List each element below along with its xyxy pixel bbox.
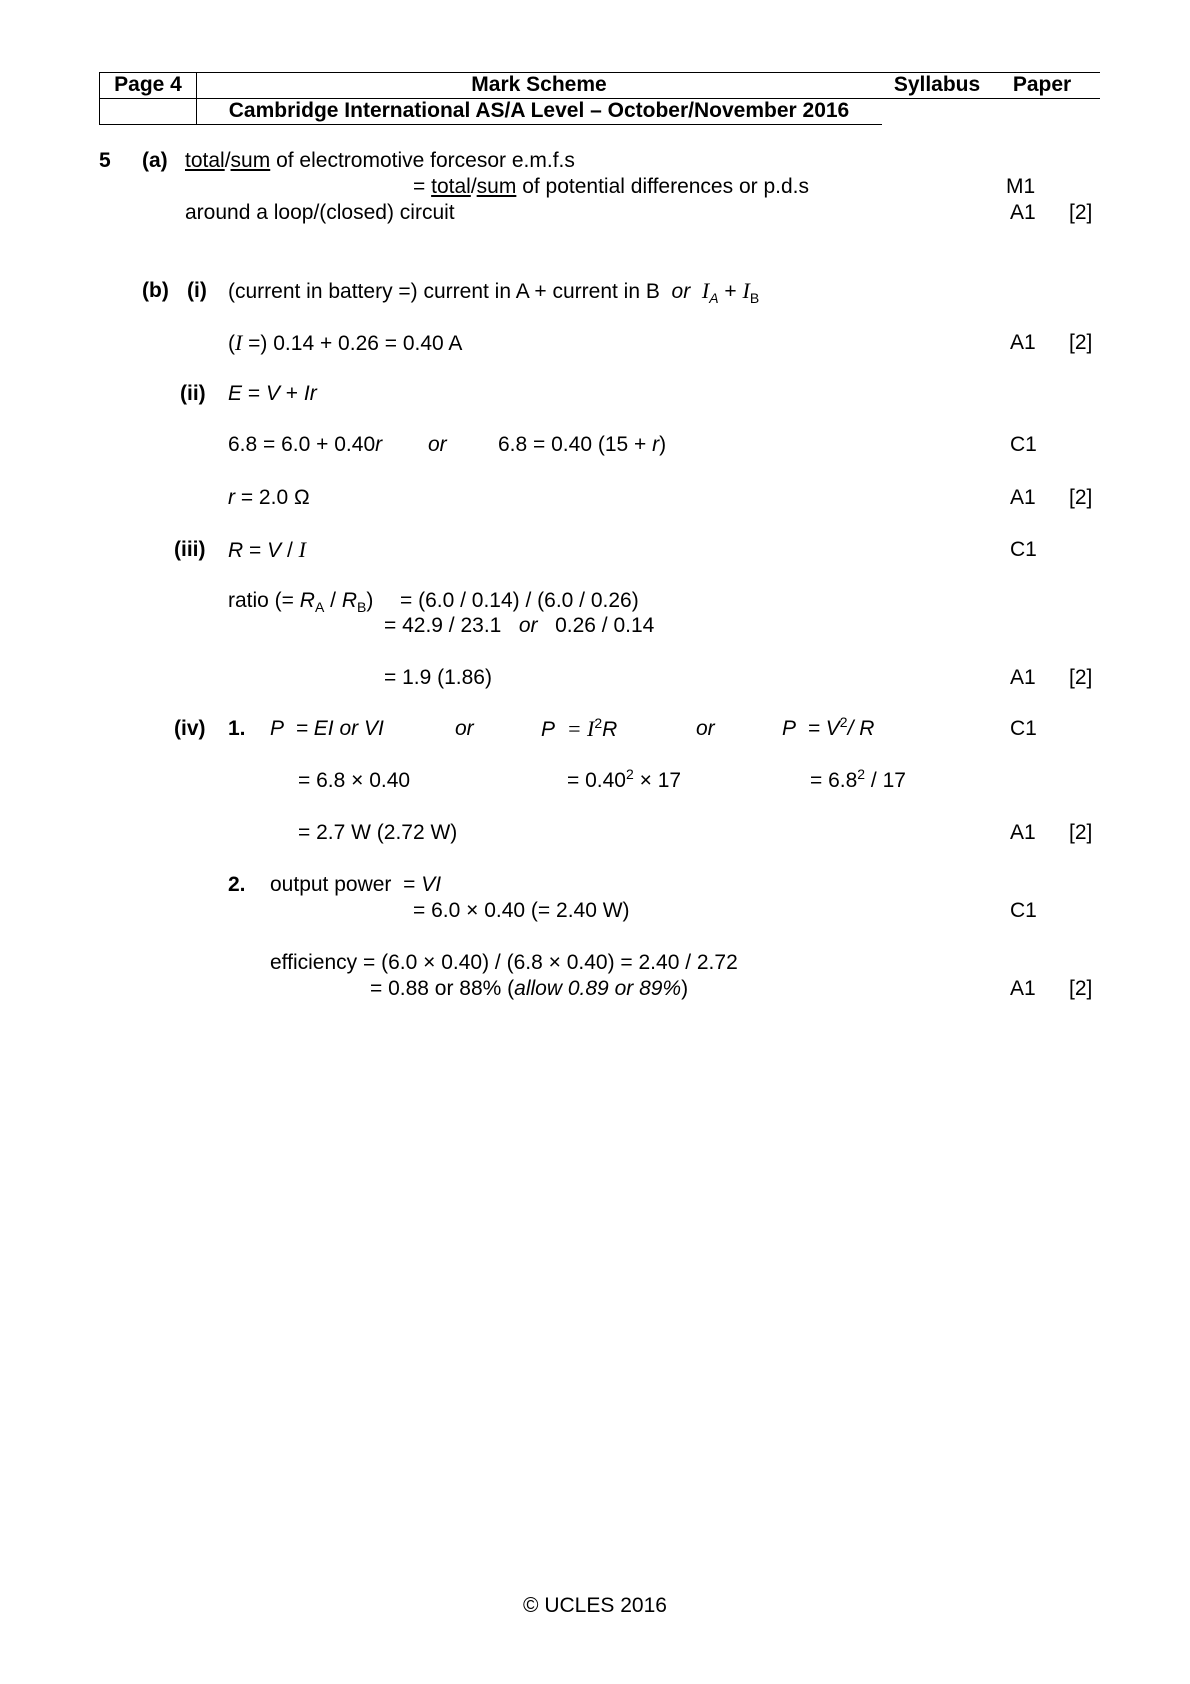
- part-b-i-label: (i): [187, 279, 207, 302]
- part-b-iv-1-calc3: = $6.8^2 / 17$: [810, 766, 906, 792]
- part-b-iv-1-result: = 2.7 W (2.72 W): [298, 821, 458, 844]
- part-b-iv-1-or1: or: [455, 717, 474, 740]
- part-b-iv-1-calc2: = $0.40^2 \times 17$: [567, 766, 682, 792]
- part-b-iii-ratio: ratio (= $R_A / R_B$): [228, 589, 374, 616]
- part-b-i-line2: (I =) 0.14 + 0.26 = 0.40 A: [228, 330, 463, 355]
- part-b-ii-label: (ii): [180, 382, 206, 405]
- part-b-iii-label: (iii): [174, 538, 206, 561]
- header-subtitle: Cambridge International AS/A Level – October/November 2016: [228, 99, 850, 122]
- part-b-ii-mark2: A1: [1010, 486, 1036, 509]
- part-a-line1: total/sum of electromotive forcesor e.m.f.s: [185, 149, 575, 172]
- part-b-ii-line3: r = 2.0 Ω: [228, 486, 310, 509]
- part-b-iv-2-label: 2.: [228, 873, 246, 896]
- header-bottom-border: [99, 124, 882, 125]
- header-paper: Paper: [1012, 73, 1072, 96]
- header-title: Mark Scheme: [471, 73, 607, 96]
- part-b-iii-ratio-eq: = (6.0 / 0.14) / (6.0 / 0.26): [400, 589, 639, 612]
- part-b-iii-total: [2]: [1069, 666, 1093, 689]
- part-b-iii-line2: = 42.9 / 23.1 or 0.26 / 0.14: [384, 614, 655, 637]
- part-a-line2: = total/sum of potential differences or p.d.s: [413, 175, 809, 198]
- part-b-iv-1-label: 1.: [228, 717, 246, 740]
- part-b-iv-2-line2: = 6.0 × 0.40 (= 2.40 W): [413, 899, 630, 922]
- header-page: Page 4: [114, 73, 182, 96]
- part-a-mark2: A1: [1010, 201, 1036, 224]
- part-b-ii-line1: E = V + Ir: [228, 382, 317, 405]
- footer-copyright: © UCLES 2016: [523, 1594, 667, 1617]
- part-b-iv-2-mark2: A1: [1010, 977, 1036, 1000]
- part-b-iii-line1: R = V / I: [228, 537, 306, 562]
- part-b-ii-total: [2]: [1069, 486, 1093, 509]
- part-a-line3: around a loop/(closed) circuit: [185, 201, 455, 224]
- part-b-iii-line3: = 1.9 (1.86): [384, 666, 492, 689]
- part-b-iv-label: (iv): [174, 717, 206, 740]
- part-b-ii-line2a: 6.8 = 6.0 + 0.40r: [228, 433, 383, 456]
- part-b-iv-1-mark1: C1: [1010, 717, 1037, 740]
- part-a-label: (a): [142, 149, 168, 172]
- part-b-iv-1-formula2: $P = I^2R$: [541, 715, 618, 741]
- header-syllabus: Syllabus: [893, 73, 981, 96]
- part-b-i-line1: (current in battery =) current in A + current in B or $I_A + I_B$: [228, 278, 760, 307]
- part-b-iv-1-calc1: = 6.8 × 0.40: [298, 769, 411, 792]
- part-b-iii-mark1: C1: [1010, 538, 1037, 561]
- part-b-iv-2-line1: output power = VI: [270, 873, 442, 896]
- part-b-ii-mark1: C1: [1010, 433, 1037, 456]
- question-number: 5: [99, 149, 111, 172]
- part-b-ii-or: or: [428, 433, 447, 456]
- part-b-iv-2-eff2: = 0.88 or 88% (allow 0.89 or 89%): [370, 977, 689, 1000]
- part-b-iv-1-formula1: P = EI or VI: [270, 717, 384, 740]
- part-b-i-total: [2]: [1069, 331, 1093, 354]
- part-b-iv-2-mark1: C1: [1010, 899, 1037, 922]
- part-b-iii-mark2: A1: [1010, 666, 1036, 689]
- part-b-iv-1-or2: or: [696, 717, 715, 740]
- part-b-i-mark: A1: [1010, 331, 1036, 354]
- part-b-iv-2-eff1: efficiency = (6.0 × 0.40) / (6.8 × 0.40) = 2.40 / 2.72: [270, 951, 738, 974]
- part-b-iv-1-total: [2]: [1069, 821, 1093, 844]
- part-b-iv-2-total: [2]: [1069, 977, 1093, 1000]
- part-a-total: [2]: [1069, 201, 1093, 224]
- part-a-mark1: M1: [1006, 175, 1036, 198]
- part-b-iv-1-mark2: A1: [1010, 821, 1036, 844]
- part-b-ii-line2b: 6.8 = 0.40 (15 + r): [498, 433, 667, 456]
- part-b-label: (b): [142, 279, 169, 302]
- part-b-iv-1-formula3: $P = V^2/$ R: [782, 714, 875, 740]
